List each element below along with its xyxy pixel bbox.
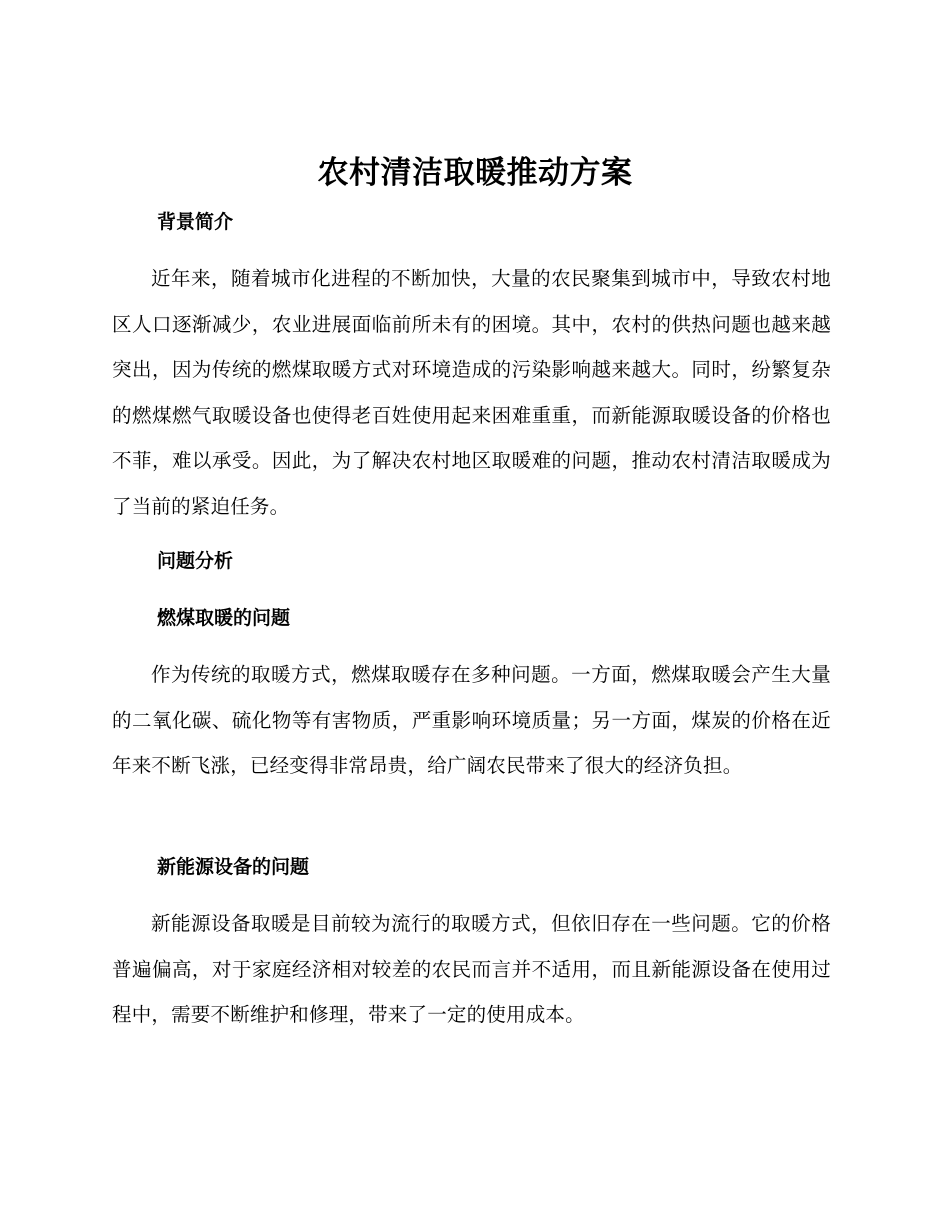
section-heading-background: 背景简介 — [157, 211, 234, 233]
subsection-heading-new-energy: 新能源设备的问题 — [157, 856, 310, 878]
subsection-heading-coal-heating: 燃煤取暖的问题 — [157, 607, 291, 629]
document-title: 农村清洁取暖推动方案 — [317, 155, 633, 191]
paragraph-new-energy: 新能源设备取暖是目前较为流行的取暖方式，但依旧存在一些问题。它的价格普遍偏高，对于家庭经济相对较差的农民而言并不适用，而且新能源设备在使用过程中，需要不断维护和修理，带来了一定的使用成本。 — [112, 912, 831, 1026]
section-heading-problem-analysis: 问题分析 — [157, 550, 234, 572]
paragraph-background: 近年来，随着城市化进程的不断加快，大量的农民聚集到城市中，导致农村地区人口逐渐减少，农业进展面临前所未有的困境。其中，农村的供热问题也越来越突出，因为传统的燃煤取暖方式对环境造成的污染影响越来越大。同时，纷繁复杂的燃煤燃气取暖设备也使得老百姓使用起来困难重重，而新能源取暖设备的价格也不菲，难以承受。因此，为了解决农村地区取暖难的问题，推动农村清洁取暖成为了当前的紧迫任务。 — [112, 267, 831, 518]
paragraph-coal-heating: 作为传统的取暖方式，燃煤取暖存在多种问题。一方面，燃煤取暖会产生大量的二氧化碳、硫化物等有害物质，严重影响环境质量；另一方面，煤炭的价格在近年来不断飞涨，已经变得非常昂贵，给广阔农民带来了很大的经济负担。 — [112, 663, 831, 777]
